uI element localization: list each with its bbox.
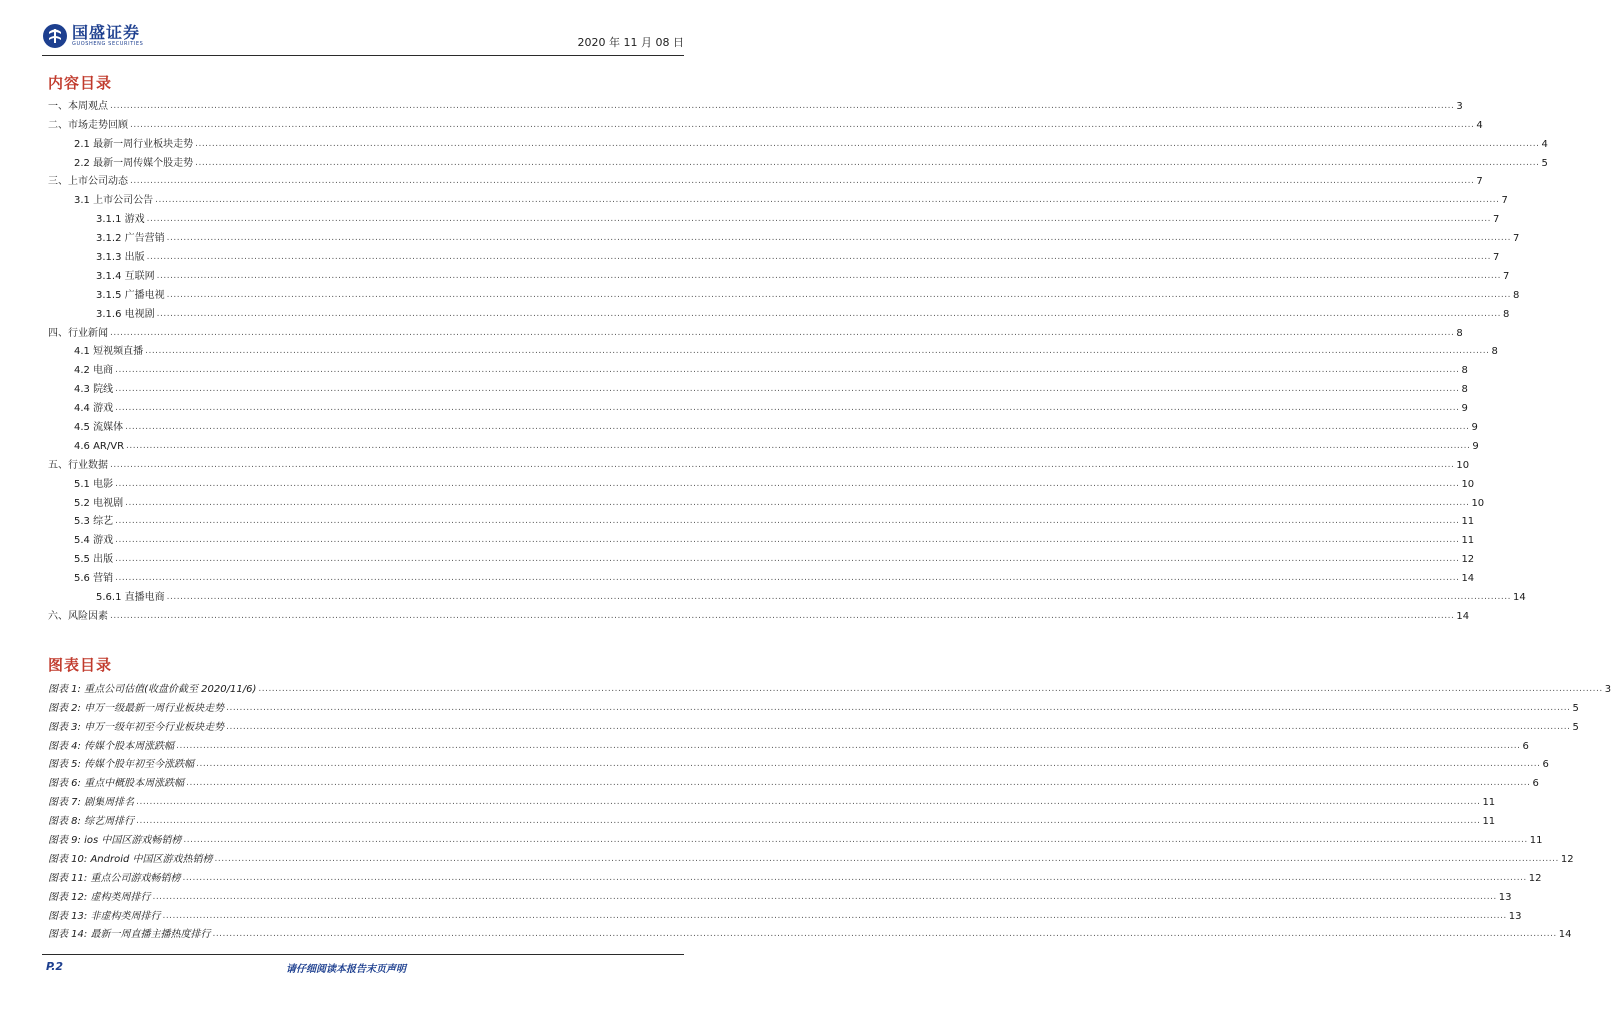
toc-entry-label: 5.5 出版 [74, 554, 114, 566]
dot-leader: ................................................................................................................................................................................................................................................................................................................................................................................................................ [110, 327, 1455, 338]
toc-entry[interactable] [48, 453, 1470, 472]
toc-entry-page: 14 [1461, 573, 1475, 585]
figure-entry-label: 图表 4: 传媒个股本周涨跌幅 [48, 740, 175, 752]
toc-entry[interactable] [48, 94, 1463, 113]
figure-entry-label: 图表 1: 重点公司估值(收盘价截至 2020/11/6) [48, 683, 257, 695]
figure-entry[interactable] [48, 904, 1522, 923]
toc-entry-label: 5.6 营销 [74, 573, 114, 585]
toc-entry[interactable] [48, 207, 1500, 226]
dot-leader: ................................................................................................................................................................................................................................................................................................................................................................................................................ [130, 176, 1475, 187]
logo-emblem-icon [42, 23, 68, 49]
toc-entry-page: 10 [1456, 459, 1470, 471]
toc-entry-page: 9 [1472, 440, 1479, 452]
toc-entry-page: 8 [1512, 289, 1520, 301]
toc-entry-label: 4.6 AR/VR [74, 440, 125, 452]
figure-entry[interactable] [48, 866, 1542, 885]
dot-leader: ................................................................................................................................................................................................................................................................................................................................................................................................................ [226, 721, 1571, 732]
figure-entry-label: 图表 13: 非虚构类周排行 [48, 910, 161, 922]
dot-leader: ................................................................................................................................................................................................................................................................................................................................................................................................................ [156, 308, 1501, 319]
toc-entry[interactable] [48, 264, 1510, 283]
toc-entry-label: 3.1 上市公司公告 [74, 195, 154, 207]
dot-leader: ................................................................................................................................................................................................................................................................................................................................................................................................................ [115, 403, 1460, 414]
toc-entry-label: 4.4 游戏 [74, 403, 114, 415]
toc-entry[interactable] [48, 132, 1548, 151]
dot-leader: ................................................................................................................................................................................................................................................................................................................................................................................................................ [196, 759, 1541, 770]
dot-leader: ................................................................................................................................................................................................................................................................................................................................................................................................................ [136, 797, 1481, 808]
dot-leader: ................................................................................................................................................................................................................................................................................................................................................................................................................ [162, 910, 1507, 921]
dot-leader: ................................................................................................................................................................................................................................................................................................................................................................................................................ [115, 365, 1460, 376]
figure-entry-page: 11 [1482, 797, 1496, 809]
toc-entry-label: 五、行业数据 [48, 459, 108, 471]
figure-entry[interactable] [48, 847, 1574, 866]
toc-entry-page: 14 [1456, 610, 1470, 622]
figure-entry-page: 11 [1529, 835, 1543, 847]
figure-entry-page: 5 [1572, 702, 1579, 714]
figure-entry-page: 13 [1508, 910, 1522, 922]
toc-entry[interactable] [48, 547, 1475, 566]
footer-disclaimer: 请仔细阅读本报告末页声明 [286, 964, 406, 975]
header-divider [42, 55, 684, 56]
dot-leader: ................................................................................................................................................................................................................................................................................................................................................................................................................ [212, 929, 1557, 940]
dot-leader: ................................................................................................................................................................................................................................................................................................................................................................................................................ [115, 573, 1460, 584]
toc-entry-label: 3.1.6 电视剧 [96, 308, 155, 320]
figure-entry[interactable] [48, 771, 1539, 790]
figure-entry[interactable] [48, 734, 1529, 753]
toc-entry-label: 5.3 综艺 [74, 516, 114, 528]
figure-entry-page: 3 [1604, 683, 1611, 695]
toc-entry[interactable] [48, 377, 1468, 396]
toc-entry[interactable] [48, 151, 1548, 170]
toc-entry[interactable] [48, 415, 1478, 434]
toc-entry-label: 四、行业新闻 [48, 327, 108, 339]
toc-entry[interactable] [48, 302, 1510, 321]
dot-leader: ................................................................................................................................................................................................................................................................................................................................................................................................................ [110, 100, 1455, 111]
toc-entry[interactable] [48, 434, 1479, 453]
figure-entry-label: 图表 12: 虚构类周排行 [48, 891, 151, 903]
toc-entry-page: 8 [1491, 346, 1498, 358]
dot-leader: ................................................................................................................................................................................................................................................................................................................................................................................................................ [166, 289, 1511, 300]
toc-entry-page: 3 [1456, 100, 1463, 112]
toc-entry[interactable] [48, 566, 1475, 585]
figure-entry[interactable] [48, 753, 1549, 772]
toc-entry-page: 8 [1502, 308, 1510, 320]
dot-leader: ................................................................................................................................................................................................................................................................................................................................................................................................................ [115, 478, 1460, 489]
toc-entry-page: 4 [1476, 119, 1483, 131]
toc-entry[interactable] [48, 188, 1508, 207]
footer-divider [42, 954, 684, 955]
dot-leader: ................................................................................................................................................................................................................................................................................................................................................................................................................ [115, 535, 1460, 546]
report-date: 2020 年 11 月 08 日 [577, 36, 684, 49]
toc-entry[interactable] [48, 321, 1463, 340]
dot-leader: ................................................................................................................................................................................................................................................................................................................................................................................................................ [214, 853, 1559, 864]
toc-list [48, 94, 1548, 623]
dot-leader: ................................................................................................................................................................................................................................................................................................................................................................................................................ [110, 459, 1455, 470]
figure-entry-page: 6 [1532, 778, 1539, 790]
figure-entry-label: 图表 11: 重点公司游戏畅销榜 [48, 872, 181, 884]
dot-leader: ................................................................................................................................................................................................................................................................................................................................................................................................................ [125, 422, 1470, 433]
dot-leader: ................................................................................................................................................................................................................................................................................................................................................................................................................ [176, 740, 1521, 751]
figure-entry-label: 图表 9: ios 中国区游戏畅销榜 [48, 835, 182, 847]
dot-leader: ................................................................................................................................................................................................................................................................................................................................................................................................................ [146, 214, 1491, 225]
toc-entry[interactable] [48, 396, 1468, 415]
toc-entry-label: 4.3 院线 [74, 384, 114, 396]
figure-entry-label: 图表 2: 申万一级最新一周行业板块走势 [48, 702, 225, 714]
dot-leader: ................................................................................................................................................................................................................................................................................................................................................................................................................ [115, 516, 1460, 527]
toc-entry-page: 9 [1471, 422, 1478, 434]
dot-leader: ................................................................................................................................................................................................................................................................................................................................................................................................................ [166, 233, 1511, 244]
dot-leader: ................................................................................................................................................................................................................................................................................................................................................................................................................ [226, 702, 1571, 713]
dot-leader: ................................................................................................................................................................................................................................................................................................................................................................................................................ [186, 778, 1531, 789]
toc-entry-page: 7 [1476, 176, 1483, 188]
toc-entry-label: 六、风险因素 [48, 610, 108, 622]
dot-leader: ................................................................................................................................................................................................................................................................................................................................................................................................................ [115, 384, 1460, 395]
toc-entry[interactable] [48, 283, 1520, 302]
toc-entry-label: 3.1.1 游戏 [96, 214, 145, 226]
toc-entry-label: 二、市场走势回顾 [48, 119, 128, 131]
toc-entry-page: 8 [1461, 384, 1468, 396]
figure-entry-label: 图表 5: 传媒个股年初至今涨跌幅 [48, 759, 195, 771]
toc-entry-label: 3.1.2 广告营销 [96, 233, 165, 245]
toc-entry[interactable] [48, 472, 1475, 491]
toc-entry-label: 3.1.3 出版 [96, 252, 145, 264]
toc-entry-page: 9 [1461, 403, 1468, 415]
toc-entry[interactable] [48, 170, 1483, 189]
toc-entry-label: 一、本周观点 [48, 100, 108, 112]
toc-entry-page: 8 [1461, 365, 1468, 377]
toc-entry[interactable] [48, 245, 1500, 264]
toc-entry-label: 3.1.5 广播电视 [96, 289, 165, 301]
toc-entry-page: 11 [1461, 535, 1475, 547]
figure-entry-page: 11 [1482, 816, 1496, 828]
toc-title: 内容目录 [48, 74, 113, 92]
toc-entry[interactable] [48, 340, 1498, 359]
toc-entry-page: 11 [1461, 516, 1475, 528]
dot-leader: ................................................................................................................................................................................................................................................................................................................................................................................................................ [152, 891, 1497, 902]
toc-entry-page: 8 [1456, 327, 1463, 339]
page-header [42, 22, 684, 52]
toc-entry-page: 7 [1502, 270, 1510, 282]
figure-entry-page: 6 [1522, 740, 1529, 752]
toc-entry-label: 5.6.1 直播电商 [96, 592, 165, 604]
figure-entry-label: 图表 14: 最新一周直播主播热度排行 [48, 929, 211, 941]
figure-entry-label: 图表 7: 剧集周排名 [48, 797, 135, 809]
toc-entry-label: 3.1.4 互联网 [96, 270, 155, 282]
toc-entry-label: 三、上市公司动态 [48, 176, 128, 188]
toc-entry-page: 12 [1461, 554, 1475, 566]
toc-entry-label: 4.2 电商 [74, 365, 114, 377]
toc-entry[interactable] [48, 604, 1470, 623]
logo-english-name: GUOSHENG SECURITIES [72, 41, 144, 47]
toc-entry-page: 7 [1492, 252, 1500, 264]
toc-entry[interactable] [48, 585, 1526, 604]
toc-entry-page: 10 [1471, 497, 1485, 509]
logo-chinese-name: 国盛证券 [72, 23, 141, 42]
toc-entry[interactable] [48, 226, 1520, 245]
toc-entry-page: 10 [1461, 478, 1475, 490]
dot-leader: ................................................................................................................................................................................................................................................................................................................................................................................................................ [156, 270, 1501, 281]
dot-leader: ................................................................................................................................................................................................................................................................................................................................................................................................................ [125, 497, 1470, 508]
figure-entry-page: 5 [1572, 721, 1579, 733]
toc-entry-label: 5.2 电视剧 [74, 497, 124, 509]
figure-entry-page: 12 [1560, 853, 1574, 865]
toc-entry-label: 4.5 流媒体 [74, 422, 124, 434]
company-logo [42, 22, 143, 50]
toc-entry-label: 4.1 短视频直播 [74, 346, 144, 358]
dot-leader: ................................................................................................................................................................................................................................................................................................................................................................................................................ [126, 440, 1471, 451]
dot-leader: ................................................................................................................................................................................................................................................................................................................................................................................................................ [146, 252, 1491, 263]
toc-entry-page: 7 [1512, 233, 1520, 245]
toc-entry-label: 2.2 最新一周传媒个股走势 [74, 157, 194, 169]
figure-entry[interactable] [48, 885, 1512, 904]
toc-entry[interactable] [48, 358, 1468, 377]
figure-entry[interactable] [48, 828, 1543, 847]
figure-entry[interactable] [48, 696, 1579, 715]
dot-leader: ................................................................................................................................................................................................................................................................................................................................................................................................................ [166, 592, 1511, 603]
toc-entry-page: 7 [1492, 214, 1500, 226]
dot-leader: ................................................................................................................................................................................................................................................................................................................................................................................................................ [182, 872, 1527, 883]
toc-entry-page: 5 [1541, 157, 1548, 169]
toc-entry-label: 2.1 最新一周行业板块走势 [74, 138, 194, 150]
figures-list [48, 677, 1611, 941]
toc-entry-label: 5.4 游戏 [74, 535, 114, 547]
dot-leader: ................................................................................................................................................................................................................................................................................................................................................................................................................ [195, 157, 1540, 168]
figure-entry-page: 13 [1498, 891, 1512, 903]
dot-leader: ................................................................................................................................................................................................................................................................................................................................................................................................................ [258, 683, 1603, 694]
dot-leader: ................................................................................................................................................................................................................................................................................................................................................................................................................ [110, 610, 1455, 621]
figure-entry[interactable] [48, 790, 1496, 809]
dot-leader: ................................................................................................................................................................................................................................................................................................................................................................................................................ [115, 554, 1460, 565]
dot-leader: ................................................................................................................................................................................................................................................................................................................................................................................................................ [145, 346, 1490, 357]
dot-leader: ................................................................................................................................................................................................................................................................................................................................................................................................................ [183, 835, 1528, 846]
toc-entry[interactable] [48, 528, 1475, 547]
figure-entry[interactable] [48, 677, 1611, 696]
toc-entry[interactable] [48, 491, 1485, 510]
toc-entry-label: 5.1 电影 [74, 478, 114, 490]
figure-entry-label: 图表 6: 重点中概股本周涨跌幅 [48, 778, 185, 790]
dot-leader: ................................................................................................................................................................................................................................................................................................................................................................................................................ [195, 138, 1540, 149]
figure-entry-page: 12 [1528, 872, 1542, 884]
dot-leader: ................................................................................................................................................................................................................................................................................................................................................................................................................ [130, 119, 1475, 130]
toc-entry[interactable] [48, 510, 1475, 529]
figure-entry[interactable] [48, 923, 1572, 942]
toc-entry-page: 14 [1512, 592, 1526, 604]
toc-entry[interactable] [48, 113, 1483, 132]
figure-entry-page: 6 [1542, 759, 1549, 771]
dot-leader: ................................................................................................................................................................................................................................................................................................................................................................................................................ [136, 816, 1481, 827]
dot-leader: ................................................................................................................................................................................................................................................................................................................................................................................................................ [155, 195, 1500, 206]
figure-entry[interactable] [48, 715, 1579, 734]
toc-entry-page: 4 [1541, 138, 1548, 150]
figure-entry[interactable] [48, 809, 1496, 828]
figure-entry-label: 图表 10: Android 中国区游戏热销榜 [48, 853, 213, 865]
page-number: P.2 [46, 960, 64, 973]
toc-entry-page: 7 [1501, 195, 1508, 207]
figure-entry-label: 图表 8: 综艺周排行 [48, 816, 135, 828]
figure-entry-label: 图表 3: 申万一级年初至今行业板块走势 [48, 721, 225, 733]
figures-title: 图表目录 [48, 656, 113, 674]
figure-entry-page: 14 [1558, 929, 1572, 941]
